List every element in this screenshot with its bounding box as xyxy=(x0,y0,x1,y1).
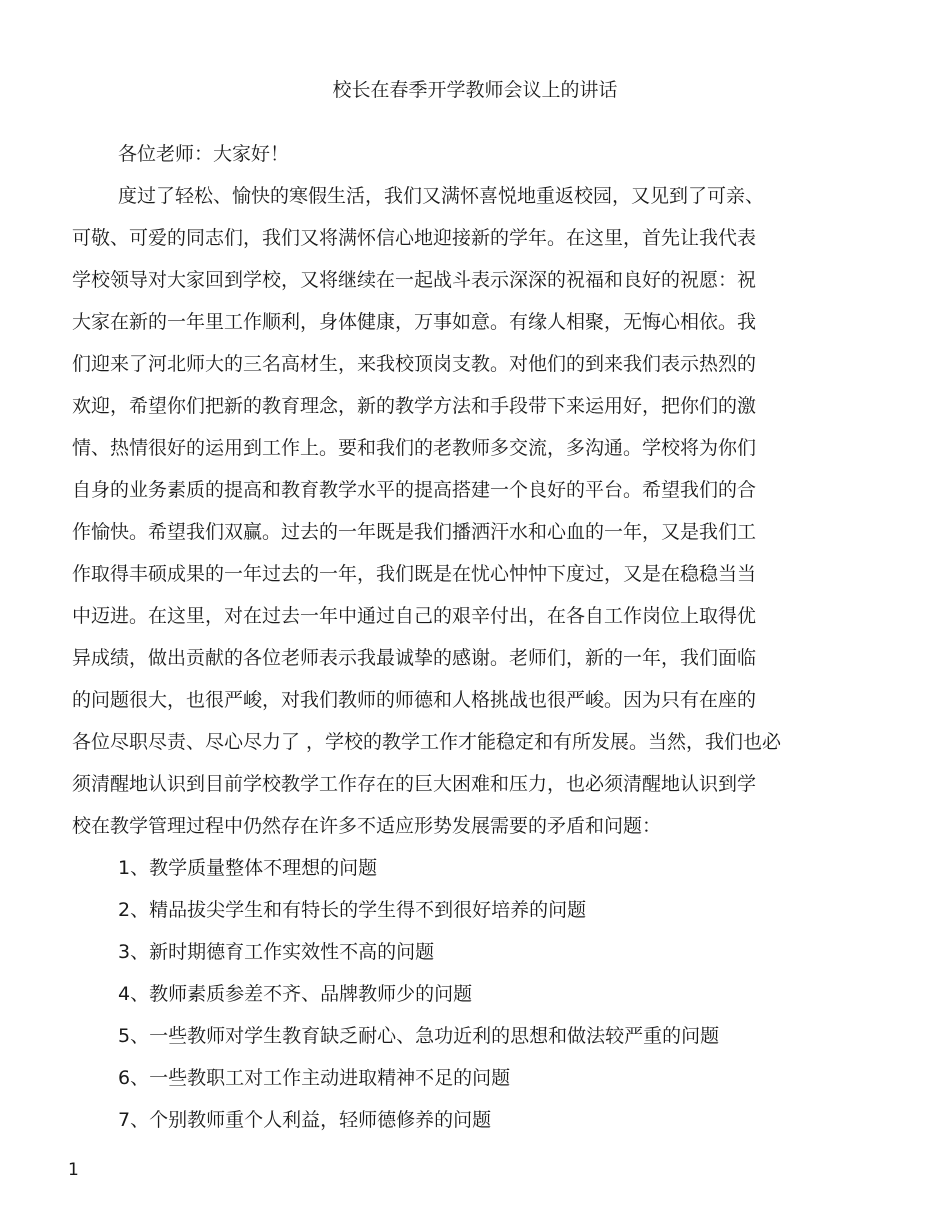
paragraph-line: 大家在新的一年里工作顺利，身体健康，万事如意。有缘人相聚，无悔心相依。我 xyxy=(72,311,757,333)
paragraph-line: 欢迎，希望你们把新的教育理念，新的教学方法和手段带下来运用好，把你们的激 xyxy=(72,395,757,417)
list-item: 3、新时期德育工作实效性不高的问题 xyxy=(118,941,435,963)
paragraph-line: 中迈进。在这里，对在过去一年中通过自己的艰辛付出，在各自工作岗位上取得优 xyxy=(72,605,757,627)
paragraph-line: 的问题很大，也很严峻，对我们教师的师德和人格挑战也很严峻。因为只有在座的 xyxy=(72,689,757,711)
document-body xyxy=(72,133,817,847)
page-number: 1 xyxy=(68,1160,79,1180)
list-item: 6、一些教职工对工作主动进取精神不足的问题 xyxy=(118,1067,511,1089)
list-item: 4、教师素质参差不齐、品牌教师少的问题 xyxy=(118,983,473,1005)
document-title: 校长在春季开学教师会议上的讲话 xyxy=(332,79,618,101)
paragraph-line: 们迎来了河北师大的三名高材生，来我校顶岗支教。对他们的到来我们表示热烈的 xyxy=(72,353,757,375)
paragraph-line: 须清醒地认识到目前学校教学工作存在的巨大困难和压力，也必须清醒地认识到学 xyxy=(72,773,757,795)
paragraph-line: 作取得丰硕成果的一年过去的一年，我们既是在忧心忡忡下度过，又是在稳稳当当 xyxy=(72,563,757,585)
paragraph-line: 可敬、可爱的同志们，我们又将满怀信心地迎接新的学年。在这里，首先让我代表 xyxy=(72,227,757,249)
issues-list xyxy=(118,847,719,1141)
paragraph-line: 异成绩，做出贡献的各位老师表示我最诚挚的感谢。老师们，新的一年，我们面临 xyxy=(72,647,757,669)
paragraph-line: 情、热情很好的运用到工作上。要和我们的老教师多交流，多沟通。学校将为你们 xyxy=(72,437,757,459)
list-item: 2、精品拔尖学生和有特长的学生得不到很好培养的问题 xyxy=(118,899,587,921)
paragraph-line: 校在教学管理过程中仍然存在许多不适应形势发展需要的矛盾和问题： xyxy=(72,815,662,837)
paragraph-line: 学校领导对大家回到学校，又将继续在一起战斗表示深深的祝福和良好的祝愿：祝 xyxy=(72,269,757,291)
greeting: 各位老师：大家好！ xyxy=(118,143,290,165)
list-item: 7、个别教师重个人利益，轻师德修养的问题 xyxy=(118,1109,492,1131)
paragraph-line: 各位尽职尽责、尽心尽力了 ，学校的教学工作才能稳定和有所发展。当然，我们也必 xyxy=(72,731,782,753)
paragraph-line: 度过了轻松、愉快的寒假生活，我们又满怀喜悦地重返校园，又见到了可亲、 xyxy=(118,185,765,207)
list-item: 5、一些教师对学生教育缺乏耐心、急功近利的思想和做法较严重的问题 xyxy=(118,1025,720,1047)
list-item: 1、教学质量整体不理想的问题 xyxy=(118,857,378,879)
paragraph-line: 作愉快。希望我们双赢。过去的一年既是我们播洒汗水和心血的一年，又是我们工 xyxy=(72,521,757,543)
paragraph-line: 自身的业务素质的提高和教育教学水平的提高搭建一个良好的平台。希望我们的合 xyxy=(72,479,757,501)
